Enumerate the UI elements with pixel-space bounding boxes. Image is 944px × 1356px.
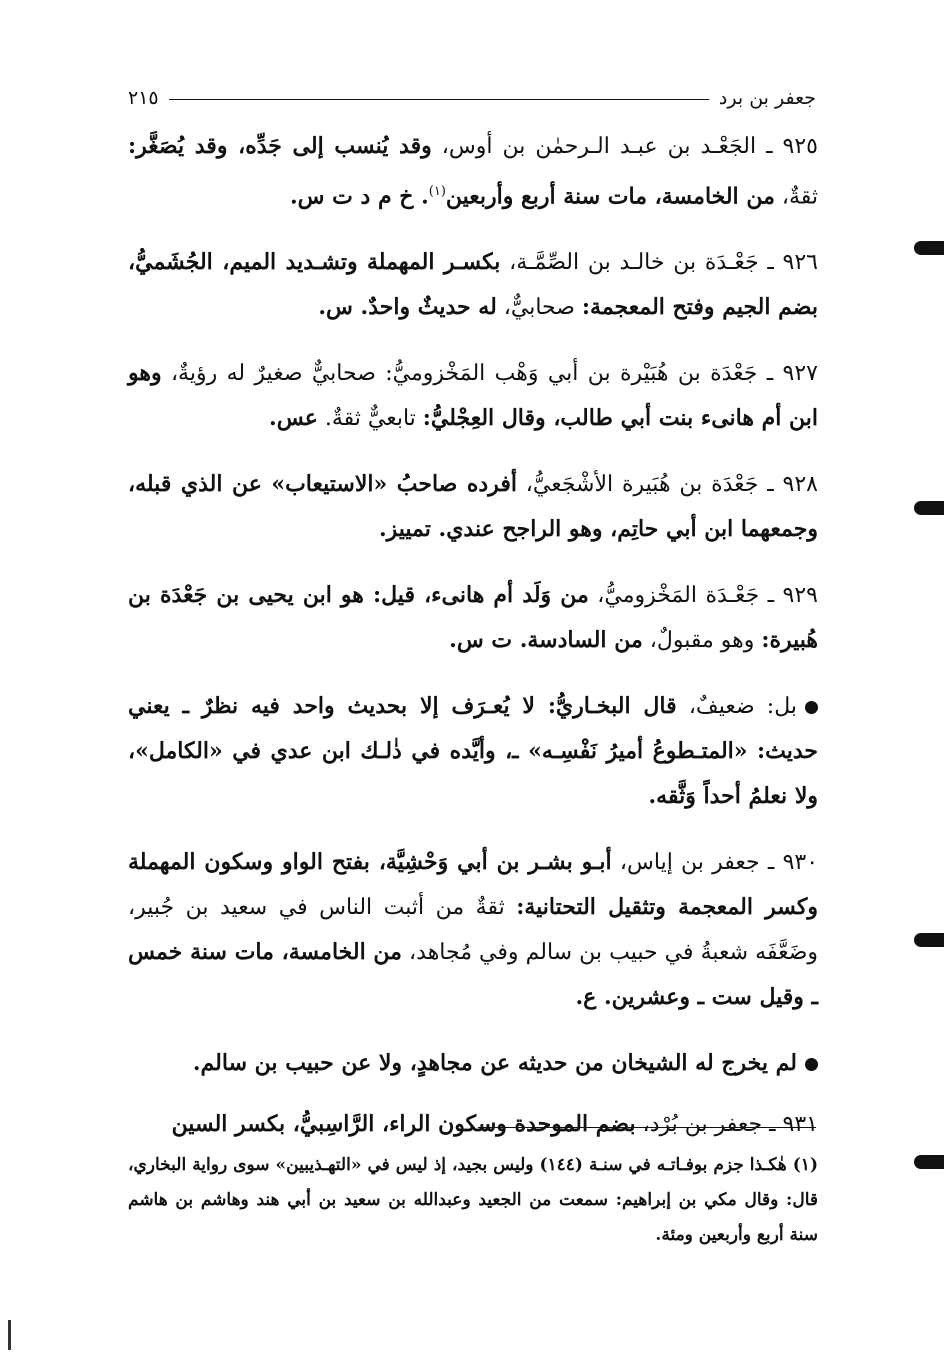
entry-details: من السادسة. ت س. [449,627,643,654]
page-edge-mark [8,1320,11,1350]
entry-grade: وهو مقبولٌ، [642,628,762,654]
entry-codes: . خ م د ت س. [289,183,429,210]
entry-description: وهو ابن أم هانىء بنت أبي طالب، وقال العِجْليُّ: [128,360,818,432]
footnote-mark: (١) [792,1155,818,1175]
entry-grade: صحابيٌّ، [496,295,582,321]
entry-heading: ٩٢٥ ـ الجَعْـد بن عبـد الـرحمٰن بن أوس، [431,134,818,159]
bullet-icon [805,701,818,714]
annotation-929 [128,684,818,819]
entry-927 [128,351,818,441]
thumb-tab-mark [914,933,944,947]
annotation-text: قال البخـاريُّ: لا يُعـرَف إلا بحديث واحد فيه نظرٌ ـ يعني حديث: «المتـطوعُ أميرُ نَفْسِـه» ـ، وأيَّده في ذٰلـك ابن عدي في «الكامل»، ولا نعلمُ أحداً وَثَّقه. [128,693,818,810]
annotation-text: لم يخرج له الشيخان من حديثه عن مجاهدٍ، ولا عن حبيب بن سالم. [192,1050,797,1077]
entry-925 [128,124,818,219]
running-title: جعفر بن برد [718,87,816,109]
entry-description: أفرده صاحبُ «الاستيعاب» عن الذي قبله، وجمعهما ابن أبي حاتِم، وهو الراجح عندي. تمييز. [128,471,818,543]
annotation-930 [128,1041,818,1086]
entry-details: له حديثٌ واحدٌ. س. [318,294,497,321]
entry-description: بضم الموحدة وسكون الراء، الرَّاسِبيُّ، بكسر السين [171,1111,636,1138]
footnotes [128,1148,818,1253]
page-header [128,84,816,112]
footnote-text: هٰكـذا جزم بوفـاتـه في سنـة (١٤٤) وليس بجيد، إذ ليس في «التهـذيبين» سوى رواية البخاري، قال: وقال مكي بن إبراهيم: سمعت من الجعيد وعبدالله بن سعيد بن أبي هند وهاشم بن هاشم سنة أربع وأربعين ومئة. [128,1155,818,1245]
entry-926 [128,240,818,330]
thumb-tab-mark [914,501,944,515]
entry-description: أبـو بشـر بن أبي وَحْشِيَّة، بفتح الواو وسكون المهملة وكسر المعجمة وتثقيل التحتانية: [128,849,818,921]
annotation-lead: بل: ضعيفٌ، [676,694,797,720]
entry-grade: ثقةٌ، [774,184,818,210]
thumb-tab-mark [914,1155,944,1169]
entry-description: من وَلَد أم هانىء، قيل: هو ابن يحيى بن جَعْدَة بن هُبيرة: [128,582,818,654]
main-text [128,124,818,1168]
entry-heading: ٩٢٨ ـ جَعْدَة بن هُبَيرة الأشْجَعيُّ، [516,472,818,498]
thumb-tab-mark [914,241,944,255]
entry-heading: ٩٢٧ ـ جَعْدَة بن هُبَيْرة بن أبي وَهْب المَخْزوميُّ: صحابيٌّ صغيرٌ له رؤيةٌ، [161,361,818,387]
entry-details: من الخامسة، مات سنة أربع وأربعين [445,183,775,210]
entry-details: من الخامسة، مات سنة خمس ـ وقيل ست ـ وعشرين. ع. [128,939,818,1011]
entry-930 [128,840,818,1020]
entry-grade: ثقةٌ من أثبت الناس في سعيد بن جُبير، وضَعَّفَه شعبةُ في حبيب بن سالم وفي مُجاهد، [128,895,819,966]
entry-codes: عس. [269,405,318,432]
entry-928 [128,462,818,552]
entry-heading: ٩٢٩ ـ جَعْـدَة المَخْزوميُّ، [588,583,818,609]
bullet-icon [805,1058,818,1071]
entry-931 [128,1102,818,1147]
entry-heading: ٩٢٦ ـ جَعْـدَة بن خالـد بن الصِّمَّـة، [500,250,818,276]
entry-929 [128,573,818,663]
page-number: ٢١٥ [128,87,159,109]
footnote-reference[interactable]: (١) [428,184,446,199]
entry-description: بكسـر المهملة وتشـديد الميم، الجُشَميُّ، بضم الجيم وفتح المعجمة: [128,249,818,321]
entry-heading: ٩٣١ ـ جعفر بن بُرْد، [635,1112,818,1138]
header-rule [169,99,709,100]
footnote-1 [128,1148,818,1253]
entry-heading: ٩٣٠ ـ جعفر بن إياس، [611,850,819,876]
footnote-separator [478,1127,816,1128]
entry-grade: تابعيٌّ ثقةٌ. [317,406,423,432]
entry-description: وقد يُنسب إلى جَدِّه، وقد يُصَغَّر: [128,133,432,159]
